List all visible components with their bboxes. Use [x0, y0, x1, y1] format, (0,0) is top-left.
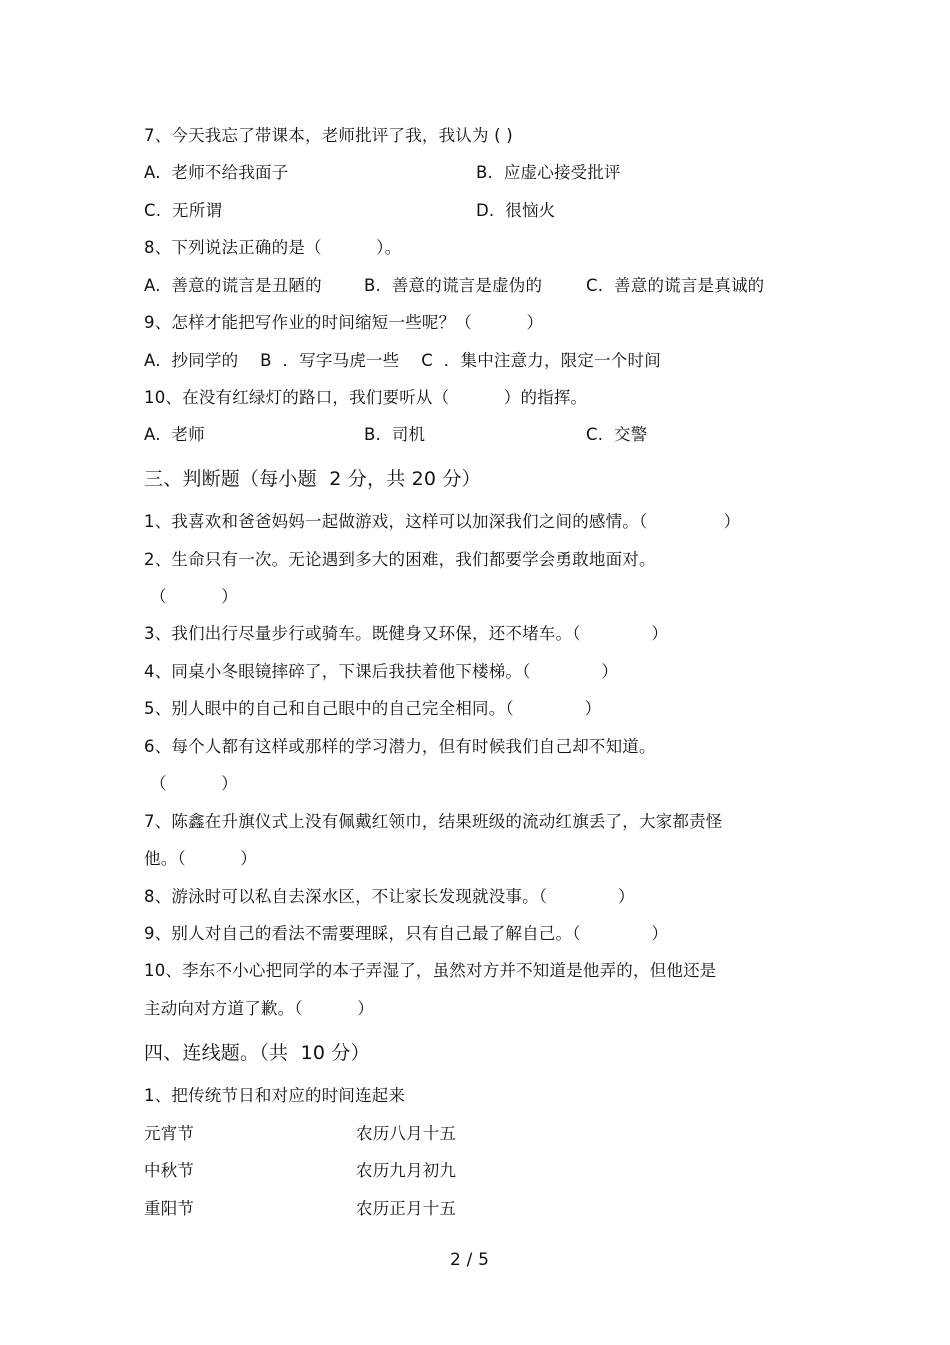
question-7-option-a: A. 老师不给我面子	[144, 163, 289, 182]
question-8-option-a: A. 善意的谎言是丑陋的	[144, 276, 322, 295]
match-right-item: 农历八月十五	[356, 1124, 457, 1143]
judge-item: 9、别人对自己的看法不需要理睬，只有自己最了解自己。（ ）	[144, 924, 669, 943]
judge-answer-blank: （ ）	[150, 774, 238, 793]
judge-item-continued: 他。（ ）	[144, 849, 257, 868]
match-left-item: 重阳节	[144, 1199, 195, 1218]
judge-answer-blank: （ ）	[150, 587, 238, 606]
match-left-item: 元宵节	[144, 1124, 195, 1143]
question-7-stem: 7、今天我忘了带课本，老师批评了我，我认为 ( )	[144, 126, 513, 145]
match-right-item: 农历九月初九	[356, 1161, 457, 1180]
judge-item: 4、同桌小冬眼镜摔碎了，下课后我扶着他下楼梯。（ ）	[144, 662, 619, 681]
judge-item: 8、游泳时可以私自去深水区，不让家长发现就没事。（ ）	[144, 887, 635, 906]
question-7-option-d: D. 很恼火	[476, 201, 556, 220]
page-number: 2 / 5	[450, 1250, 490, 1270]
judge-item-continued: 主动向对方道了歉。（ ）	[144, 999, 374, 1018]
question-7-option-c: C. 无所谓	[144, 201, 223, 220]
match-right-item: 农历正月十五	[356, 1199, 457, 1218]
question-9-stem: 9、怎样才能把写作业的时间缩短一些呢？（ ）	[144, 313, 544, 332]
judge-item: 7、陈鑫在升旗仪式上没有佩戴红领巾，结果班级的流动红旗丢了，大家都责怪	[144, 812, 723, 831]
question-10-option-c: C. 交警	[586, 425, 648, 444]
question-10-option-a: A. 老师	[144, 425, 205, 444]
question-10-stem: 10、在没有红绿灯的路口，我们要听从（ ）的指挥。	[144, 388, 588, 407]
question-8-option-c: C. 善意的谎言是真诚的	[586, 276, 765, 295]
question-9-options: A. 抄同学的 B ．写字马虎一些 C ．集中注意力，限定一个时间	[144, 351, 661, 370]
judge-item: 6、每个人都有这样或那样的学习潜力，但有时候我们自己却不知道。	[144, 737, 656, 756]
judge-item: 1、我喜欢和爸爸妈妈一起做游戏，这样可以加深我们之间的感情。（ ）	[144, 512, 741, 531]
match-left-item: 中秋节	[144, 1161, 195, 1180]
judge-item: 3、我们出行尽量步行或骑车。既健身又环保，还不堵车。（ ）	[144, 624, 669, 643]
question-8-stem: 8、下列说法正确的是（ ）。	[144, 238, 402, 257]
question-8-option-b: B. 善意的谎言是虚伪的	[364, 276, 543, 295]
section-heading-judge: 三、判断题（每小题 2 分，共 20 分）	[144, 468, 481, 490]
judge-item: 5、别人眼中的自己和自己眼中的自己完全相同。（ ）	[144, 699, 602, 718]
judge-item: 2、生命只有一次。无论遇到多大的困难，我们都要学会勇敢地面对。	[144, 550, 656, 569]
section-heading-match: 四、连线题。（共 10 分）	[144, 1042, 370, 1064]
question-10-option-b: B. 司机	[364, 425, 426, 444]
question-7-option-b: B. 应虚心接受批评	[476, 163, 621, 182]
match-instruction: 1、把传统节日和对应的时间连起来	[144, 1086, 406, 1105]
judge-item: 10、李东不小心把同学的本子弄湿了，虽然对方并不知道是他弄的，但他还是	[144, 961, 717, 980]
